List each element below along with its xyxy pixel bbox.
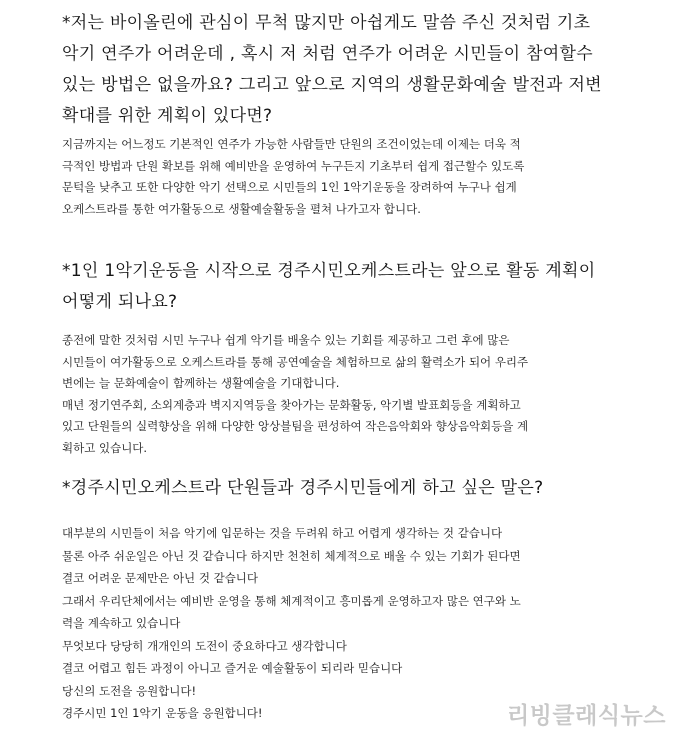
answer-3-line: 대부분의 시민들이 처음 악기에 입문하는 것을 두려워 하고 어렵게 생각하는 것 같습니다	[62, 526, 503, 540]
answer-1-line: 오케스트라를 통한 여가활동으로 생활예술활동을 펼쳐 나가고자 합니다.	[62, 201, 421, 216]
answer-1	[62, 134, 618, 220]
answer-1-line: 문턱을 낮추고 또한 다양한 악기 선택으로 시민들의 1인 1악기운동을 장려하여 누구나 쉽게	[62, 180, 517, 194]
question-1-line: 악기 연주가 어려운데 , 혹시 저 처럼 연주가 어려운 시민들이 참여할수	[62, 44, 593, 64]
question-2-line: 어떻게 되나요?	[62, 292, 178, 312]
answer-3-line: 그래서 우리단체에서는 예비반 운영을 통해 체계적이고 흥미롭게 운영하고자 많은 연구와 노	[62, 593, 521, 608]
answer-2-line: 종전에 말한 것처럼 시민 누구나 쉽게 악기를 배울수 있는 기회를 제공하고 그런 후에 많은	[62, 333, 510, 347]
answer-3-line: 무엇보다 당당히 개개인의 도전이 중요하다고 생각합니다	[62, 638, 347, 653]
question-3	[62, 473, 622, 504]
answer-2-line: 변에는 늘 문화예술이 함께하는 생활예술을 기대합니다.	[62, 376, 340, 390]
answer-1-line: 지금까지는 어느정도 기본적인 연주가 가능한 사람들만 단원의 조건이었는데 이제는 더욱 적	[62, 137, 521, 151]
answer-3-line: 결코 어려운 문제만은 아닌 것 같습니다	[62, 571, 259, 585]
answer-3-line: 력을 계속하고 있습니다	[62, 616, 181, 630]
answer-2-line: 획하고 있습니다.	[62, 440, 148, 455]
answer-3	[62, 522, 618, 725]
question-2	[62, 256, 622, 318]
answer-1-line: 극적인 방법과 단원 확보를 위해 예비반을 운영하여 누구든지 기초부터 쉽게 접근할수 있도록	[62, 158, 525, 173]
question-1-line: 있는 방법은 없을까요? 그리고 앞으로 지역의 생활문화예술 발전과 저변	[62, 75, 602, 95]
answer-2	[62, 330, 618, 459]
answer-3-line: 경주시민 1인 1악기 운동을 응원합니다!	[62, 706, 263, 720]
answer-3-line: 결코 어렵고 힘든 과정이 아니고 즐거운 예술활동이 되리라 믿습니다	[62, 661, 403, 675]
question-1-line: 확대를 위한 계획이 있다면?	[62, 106, 273, 126]
question-1	[62, 8, 622, 132]
question-3-line: *경주시민오케스트라 단원들과 경주시민들에게 하고 싶은 말은?	[62, 478, 544, 498]
question-1-line: *저는 바이올린에 관심이 무척 많지만 아쉽게도 말씀 주신 것처럼 기초	[62, 13, 591, 33]
answer-3-line: 물론 아주 쉬운일은 아닌 것 같습니다 하지만 천천히 체계적으로 배울 수 있는 기회가 된다면	[62, 548, 521, 563]
answer-2-line: 매년 정기연주회, 소외계층과 벽지지역등을 찾아가는 문화활동, 악기별 발표회등을 계획하고	[62, 397, 521, 412]
answer-3-line: 당신의 도전을 응원합니다!	[62, 683, 197, 698]
news-watermark: 리빙클래식뉴스	[506, 703, 666, 729]
question-2-line: *1인 1악기운동을 시작으로 경주시민오케스트라는 앞으로 활동 계획이	[62, 261, 596, 281]
answer-2-line: 있고 단원들의 실력향상을 위해 다양한 앙상블팀을 편성하여 작은음악회와 향상음악회등을 계	[62, 419, 529, 433]
answer-2-line: 시민들이 여가활동으로 오케스트라를 통해 공연예술을 체험하므로 삶의 활력소가 되어 우리주	[62, 354, 529, 369]
